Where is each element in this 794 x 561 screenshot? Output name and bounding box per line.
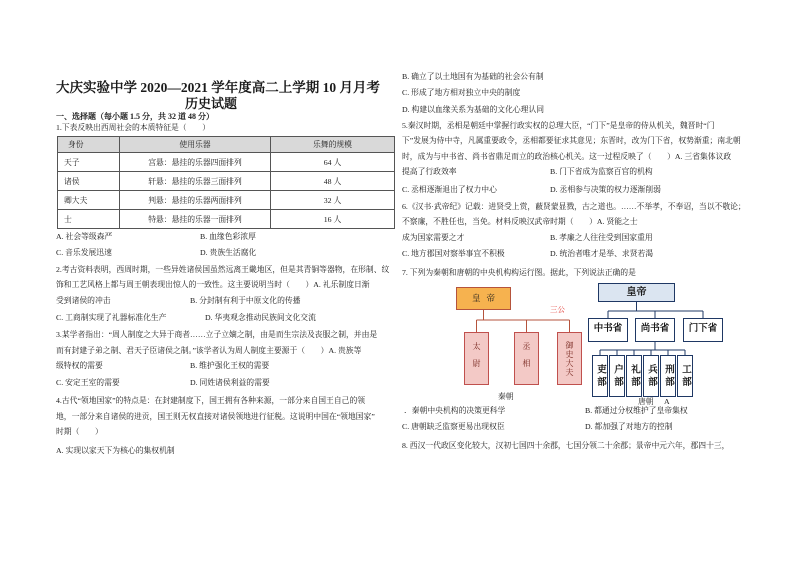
q8-stem: 8. 西汉一代政区变化较大，汉初七国四十余郡，七国分领二十余郡；景帝中元六年，郡四十三， xyxy=(402,441,730,450)
qin-emperor-box: 皇帝 xyxy=(456,287,511,310)
table-row xyxy=(58,191,395,210)
q6-line-3: 成为国家需要之才 xyxy=(402,233,465,242)
q6-line-1: 6.《汉书·武帝纪》记载：进贤受上赏，蔽贤蒙显戮，古之道也。……不举孝，不奉诏，当以不敬论； xyxy=(402,202,746,211)
left-column xyxy=(0,0,396,561)
q1-option-b: B. 血缘色彩浓厚 xyxy=(200,232,256,241)
tang-department-box: 礼部 xyxy=(626,355,642,397)
qin-official-box-chancellor: 丞相 xyxy=(514,332,539,385)
q4-option-c: C. 形成了地方相对独立中央的制度 xyxy=(402,88,521,97)
q5-line-1: 5.秦汉时期，丞相是朝廷中掌握行政实权的总理大臣，“门下”是皇帝的侍从机关，魏晋时“门 xyxy=(402,121,715,130)
table-header-identity: 身份 xyxy=(58,137,120,153)
exam-subject: 历史试题 xyxy=(184,96,237,111)
q3-line-2: 而有封建子弟之制、君天子臣诸侯之制。”该学者认为周人制度主要源于（ ）A. 贵族等 xyxy=(56,346,362,355)
q7-option-d: D. 都加强了对地方的控制 xyxy=(585,422,673,431)
q7-option-a: ．秦朝中央机构的决策更科学 xyxy=(404,406,506,415)
table-cell-identity: 诸侯 xyxy=(58,172,120,191)
q3-option-c: C. 安定王室的需要 xyxy=(56,378,120,387)
table-row xyxy=(58,210,395,229)
q2-line-3: 受到诸侯的冲击 xyxy=(56,296,111,305)
table-header-dance-scale: 乐舞的规模 xyxy=(271,137,395,153)
q4-line-1: 4.古代“领地国家”的特点是：在封建制度下，国王拥有各种来源，一部分来自国王自己的领 xyxy=(56,396,366,405)
table-cell-dance-scale: 48 人 xyxy=(271,172,395,191)
q5-line-3: 时，成为与中书省、尚书省鼎足而立的政治核心机关。这一过程反映了（ ）A. 三省集体议政 xyxy=(402,152,732,161)
section-heading: 一、选择题（每小题 1.5 分，共 32 道 48 分） xyxy=(56,112,214,121)
q5-line-4: 提高了行政效率 xyxy=(402,167,457,176)
q5-option-b: B. 门下省成为监察百官的机构 xyxy=(550,167,653,176)
q6-line-2: 不察廉，不胜任也，当免。材料反映汉武帝时期（ ）A. 贤能之士 xyxy=(402,217,638,226)
qin-official-box-censor: 御史大夫 xyxy=(557,332,582,385)
q5-option-d: D. 丞相参与决策的权力逐渐削弱 xyxy=(550,185,661,194)
qin-caption: 秦朝 xyxy=(498,392,514,401)
table-cell-identity: 士 xyxy=(58,210,120,229)
table-cell-identity: 天子 xyxy=(58,153,120,172)
q3-option-b: B. 维护强化王权的需要 xyxy=(190,361,270,370)
tang-department-box: 刑部 xyxy=(660,355,676,397)
q2-option-c: C. 工商制实现了礼器标准化生产 xyxy=(56,313,167,322)
qin-three-dukes-note: 三公 xyxy=(550,305,565,314)
table-cell-dance-scale: 32 人 xyxy=(271,191,395,210)
central-institutions-diagram xyxy=(440,278,740,413)
q2-option-d: D. 华夷观念推动民族间文化交流 xyxy=(205,313,316,322)
q4-option-b: B. 确立了以土地国有为基础的社会公有制 xyxy=(402,72,544,81)
right-column xyxy=(396,0,794,561)
q3-line-3: 级特权的需要 xyxy=(56,361,103,370)
table-cell-dance-scale: 64 人 xyxy=(271,153,395,172)
exam-title: 大庆实验中学 2020—2021 学年度高二上学期 10 月月考 xyxy=(56,80,380,95)
q1-option-c: C. 音乐发展迅速 xyxy=(56,248,112,257)
q7-option-c: C. 唐朝缺乏监察更易出现权臣 xyxy=(402,422,505,431)
q2-line-2: 饰和工艺风格上都与周王朝表现出惊人的一致性。这主要说明当时（ ）A. 礼乐制度日渐 xyxy=(56,280,370,289)
table-cell-instruments: 轩悬：悬挂的乐器三面排列 xyxy=(120,172,271,191)
q4-option-a: A. 实现以家天下为核心的集权机制 xyxy=(56,446,175,455)
q2-option-b: B. 分封制有利于中原文化的传播 xyxy=(190,296,301,305)
tang-ministry-box-zhongshu: 中书省 xyxy=(588,318,628,342)
tang-ministry-box-menxia: 门下省 xyxy=(683,318,723,342)
q7-option-a-letter: A xyxy=(664,397,670,406)
tang-department-box: 户部 xyxy=(609,355,625,397)
q7-option-b: B. 都通过分权维护了皇帝集权 xyxy=(585,406,688,415)
q5-line-2: 下”发展为侍中寺，凡属重要政令，丞相都要征求其意见；东晋时，改为门下省，权势渐重；南北朝 xyxy=(402,136,741,145)
table-row xyxy=(58,172,395,191)
q4-line-3: 时期（ ） xyxy=(56,427,103,436)
tang-department-box: 工部 xyxy=(677,355,693,397)
q4-option-d: D. 构建以血缘关系为基础的文化心理认同 xyxy=(402,105,545,114)
q3-line-1: 3.某学者指出：“周人制度之大异于商者……立子立嫡之制，由是而生宗法及丧服之制，并由是 xyxy=(56,330,378,339)
table-cell-instruments: 特悬：悬挂的乐器一面排列 xyxy=(120,210,271,229)
tang-department-box: 兵部 xyxy=(643,355,659,397)
table-cell-instruments: 宫悬：悬挂的乐器四面排列 xyxy=(120,153,271,172)
q2-line-1: 2.考古资料表明，西周时期，一些异姓诸侯国虽然远离王畿地区，但是其青铜等器物，在形制、纹 xyxy=(56,265,390,274)
q6-option-d: D. 统治者唯才是举、求贤若渴 xyxy=(550,249,654,258)
tang-emperor-box: 皇帝 xyxy=(598,283,675,302)
tang-department-box: 吏部 xyxy=(592,355,608,397)
q6-option-c: C. 地方郡国对察举事宜不积极 xyxy=(402,249,505,258)
table-header-row xyxy=(58,137,395,153)
q5-option-c: C. 丞相逐渐退出了权力中心 xyxy=(402,185,497,194)
table-cell-identity: 卿大夫 xyxy=(58,191,120,210)
table-row xyxy=(58,153,395,172)
qin-official-box-taiwei: 太尉 xyxy=(464,332,489,385)
table-cell-instruments: 判悬：悬挂的乐器两面排列 xyxy=(120,191,271,210)
tang-caption: 唐朝 xyxy=(638,397,654,406)
q4-line-2: 地，一部分来自诸侯的进贡，国王则无权直接对诸侯领地进行征税。这说明中国在“领地国家” xyxy=(56,412,375,421)
q1-option-d: D. 贵族生活腐化 xyxy=(200,248,257,257)
table-cell-dance-scale: 16 人 xyxy=(271,210,395,229)
q1-stem: 1.下表反映出西周社会的本质特征是（ ） xyxy=(56,123,210,132)
q7-stem: 7. 下列为秦朝和唐朝的中央机构构运行图。据此，下列说法正确的是 xyxy=(402,268,636,277)
q1-option-a: A. 社会等级森严 xyxy=(56,232,113,241)
q6-option-b: B. 孝廉之人往往受到国家重用 xyxy=(550,233,653,242)
tang-ministry-box-shangshu: 尚书省 xyxy=(635,318,675,342)
table-header-instruments: 使用乐器 xyxy=(120,137,271,153)
q3-option-d: D. 同姓诸侯利益的需要 xyxy=(190,378,270,387)
q1-music-table xyxy=(57,136,395,229)
